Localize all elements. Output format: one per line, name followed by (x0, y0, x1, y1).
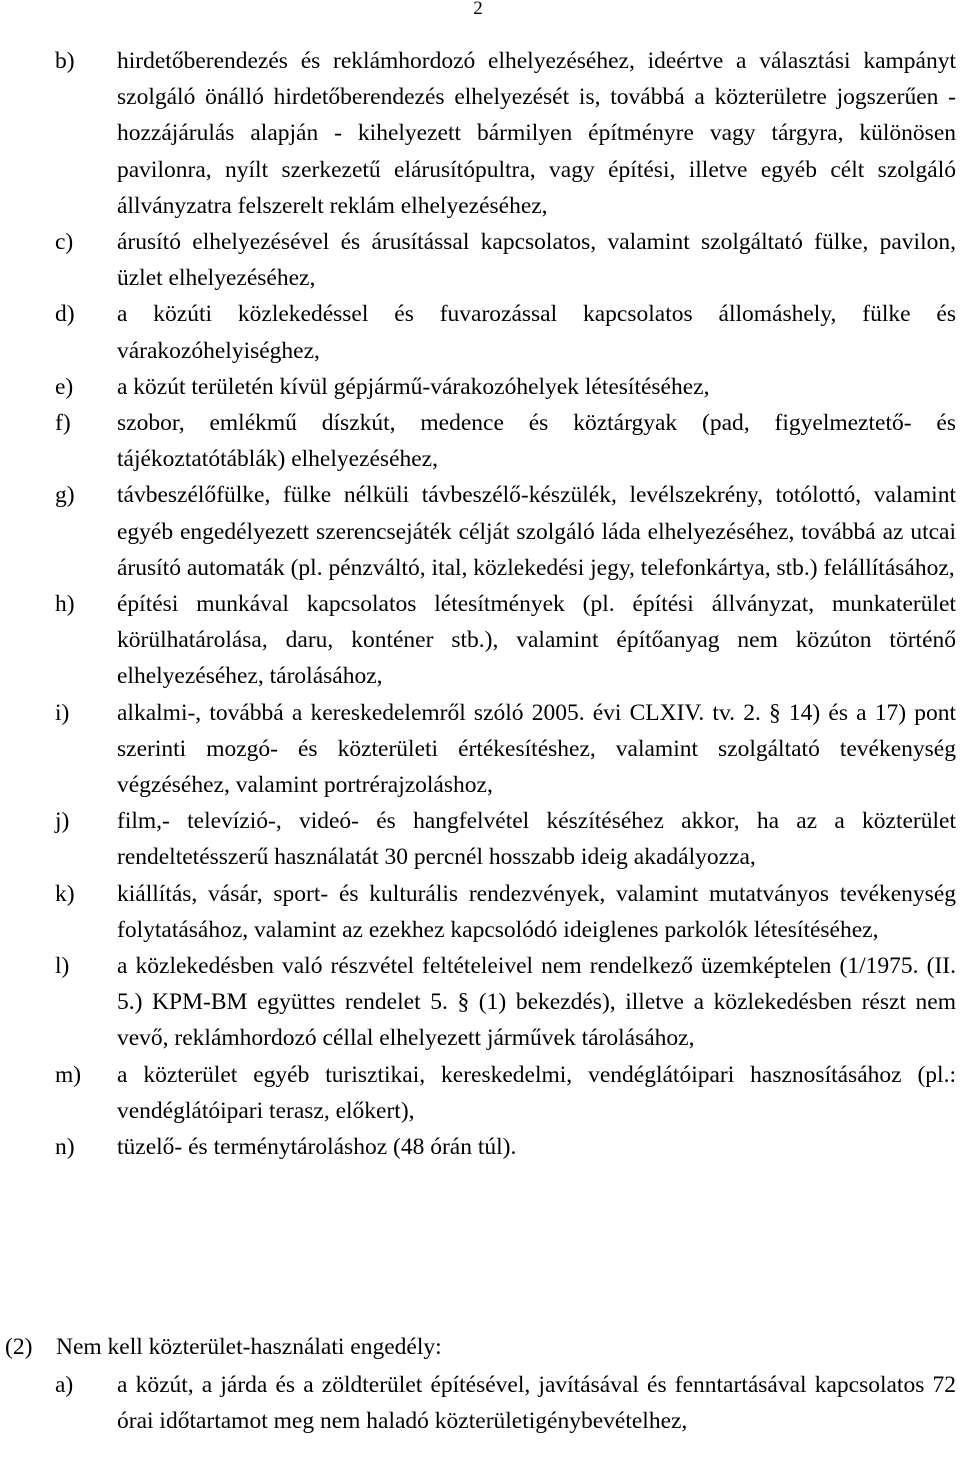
list-item-e (0, 369, 960, 405)
item-marker: h) (55, 591, 75, 618)
item-marker: e) (55, 373, 74, 400)
list-item-n (0, 1129, 960, 1165)
list-item-g (0, 477, 960, 586)
item-marker: j) (55, 808, 70, 835)
item-text: hirdetőberendezés és reklámhordozó elhelyezéséhez, ideértve a választási kampányt szolgáló önálló hirdetőberendezés elhelyezését is, továbbá a közterületre jogszerűen - hozzájárulás alapján - kihelyezett bármilyen építményre vagy tárgyra, különösen pavilonra, nyílt szerkezetű elárusítópultra, vagy építési, illetve egyéb célt szolgáló állványzatra felszerelt reklám elhelyezéséhez, (117, 48, 956, 219)
list-item-a (0, 1367, 960, 1439)
list-item-i (0, 695, 960, 804)
item-text: árusító elhelyezésével és árusítással kapcsolatos, valamint szolgáltató fülke, pavilon, üzlet elhelyezéséhez, (117, 229, 956, 292)
section-marker: (2) (5, 1334, 33, 1360)
item-marker: f) (55, 410, 71, 437)
item-marker: i) (55, 699, 70, 726)
item-text: távbeszélőfülke, fülke nélküli távbeszélő-készülék, levélszekrény, totólottó, valamint egyéb engedélyezett szerencsejáték célját szolgáló láda elhelyezéséhez, továbbá az utcai árusító automaták (pl. pénzváltó, ital, közlekedési jegy, telefonkártya, stb.) felállításához, (117, 482, 956, 581)
list-item-k (0, 876, 960, 948)
item-marker: k) (55, 880, 75, 907)
section-2 (0, 1329, 960, 1440)
item-text: tüzelő- és terménytároláshoz (48 órán túl). (117, 1134, 517, 1161)
item-marker: m) (55, 1061, 82, 1088)
item-list-section-1 (0, 43, 960, 1165)
item-marker: a) (55, 1372, 74, 1399)
section-heading (0, 1329, 960, 1365)
list-item-j (0, 803, 960, 875)
item-marker: d) (55, 301, 75, 328)
list-item-h (0, 586, 960, 695)
item-marker: n) (55, 1134, 75, 1161)
item-text: a közút, a járda és a zöldterület építésével, javításával és fenntartásával kapcsolatos 72 órai időtartamot meg nem haladó közterületigénybevételhez, (117, 1372, 956, 1435)
item-text: alkalmi-, továbbá a kereskedelemről szóló 2005. évi CLXIV. tv. 2. § 14) és a 17) pont szerinti mozgó- és közterületi értékesítéshez, valamint szolgáltató tevékenység végzéséhez, valamint portrérajzoláshoz, (117, 699, 956, 799)
list-item-f (0, 405, 960, 477)
item-text: a közlekedésben való részvétel feltételeivel nem rendelkező üzemképtelen (1/1975. (II. 5.) KPM-BM együttes rendelet 5. § (1) bekezdés), illetve a közlekedésben részt nem vevő, reklámhordozó céllal elhelyezett járművek tárolásához, (117, 953, 956, 1052)
item-text: a közúti közlekedéssel és fuvarozással kapcsolatos állomáshely, fülke és várakozóhelyiséghez, (117, 301, 956, 364)
list-item-m (0, 1057, 960, 1129)
list-item-c (0, 224, 960, 296)
item-marker: c) (55, 229, 74, 256)
list-item-b (0, 43, 960, 224)
list-item-d (0, 296, 960, 368)
item-text: film,- televízió-, videó- és hangfelvétel készítéséhez akkor, ha az a közterület rendeltetésszerű használatát 30 percnél hosszabb ideig akadályozza, (117, 808, 956, 871)
item-marker: l) (55, 953, 70, 980)
item-text: szobor, emlékmű díszkút, medence és köztárgyak (pad, figyelmeztető- és tájékoztatótáblák) elhelyezéséhez, (117, 410, 956, 473)
item-text: a közút területén kívül gépjármű-várakozóhelyek létesítéséhez, (117, 373, 710, 400)
item-marker: b) (55, 48, 75, 74)
item-marker: g) (55, 482, 75, 509)
page-number: 2 (473, 0, 483, 19)
section-heading-text: Nem kell közterület-használati engedély: (56, 1334, 442, 1360)
item-text: kiállítás, vásár, sport- és kulturális rendezvények, valamint mutatványos tevékenység folytatásához, valamint az ezekhez kapcsolódó ideiglenes parkolók létesítéséhez, (117, 880, 956, 943)
item-text: építési munkával kapcsolatos létesítmények (pl. építési állványzat, munkaterület körülhatárolása, daru, konténer stb.), valamint építőanyag nem közúton történő elhelyezéséhez, tárolásához, (117, 591, 956, 690)
list-item-l (0, 948, 960, 1057)
item-text: a közterület egyéb turisztikai, kereskedelmi, vendéglátóipari hasznosításához (pl.: vendéglátóipari terasz, előkert), (117, 1061, 956, 1124)
